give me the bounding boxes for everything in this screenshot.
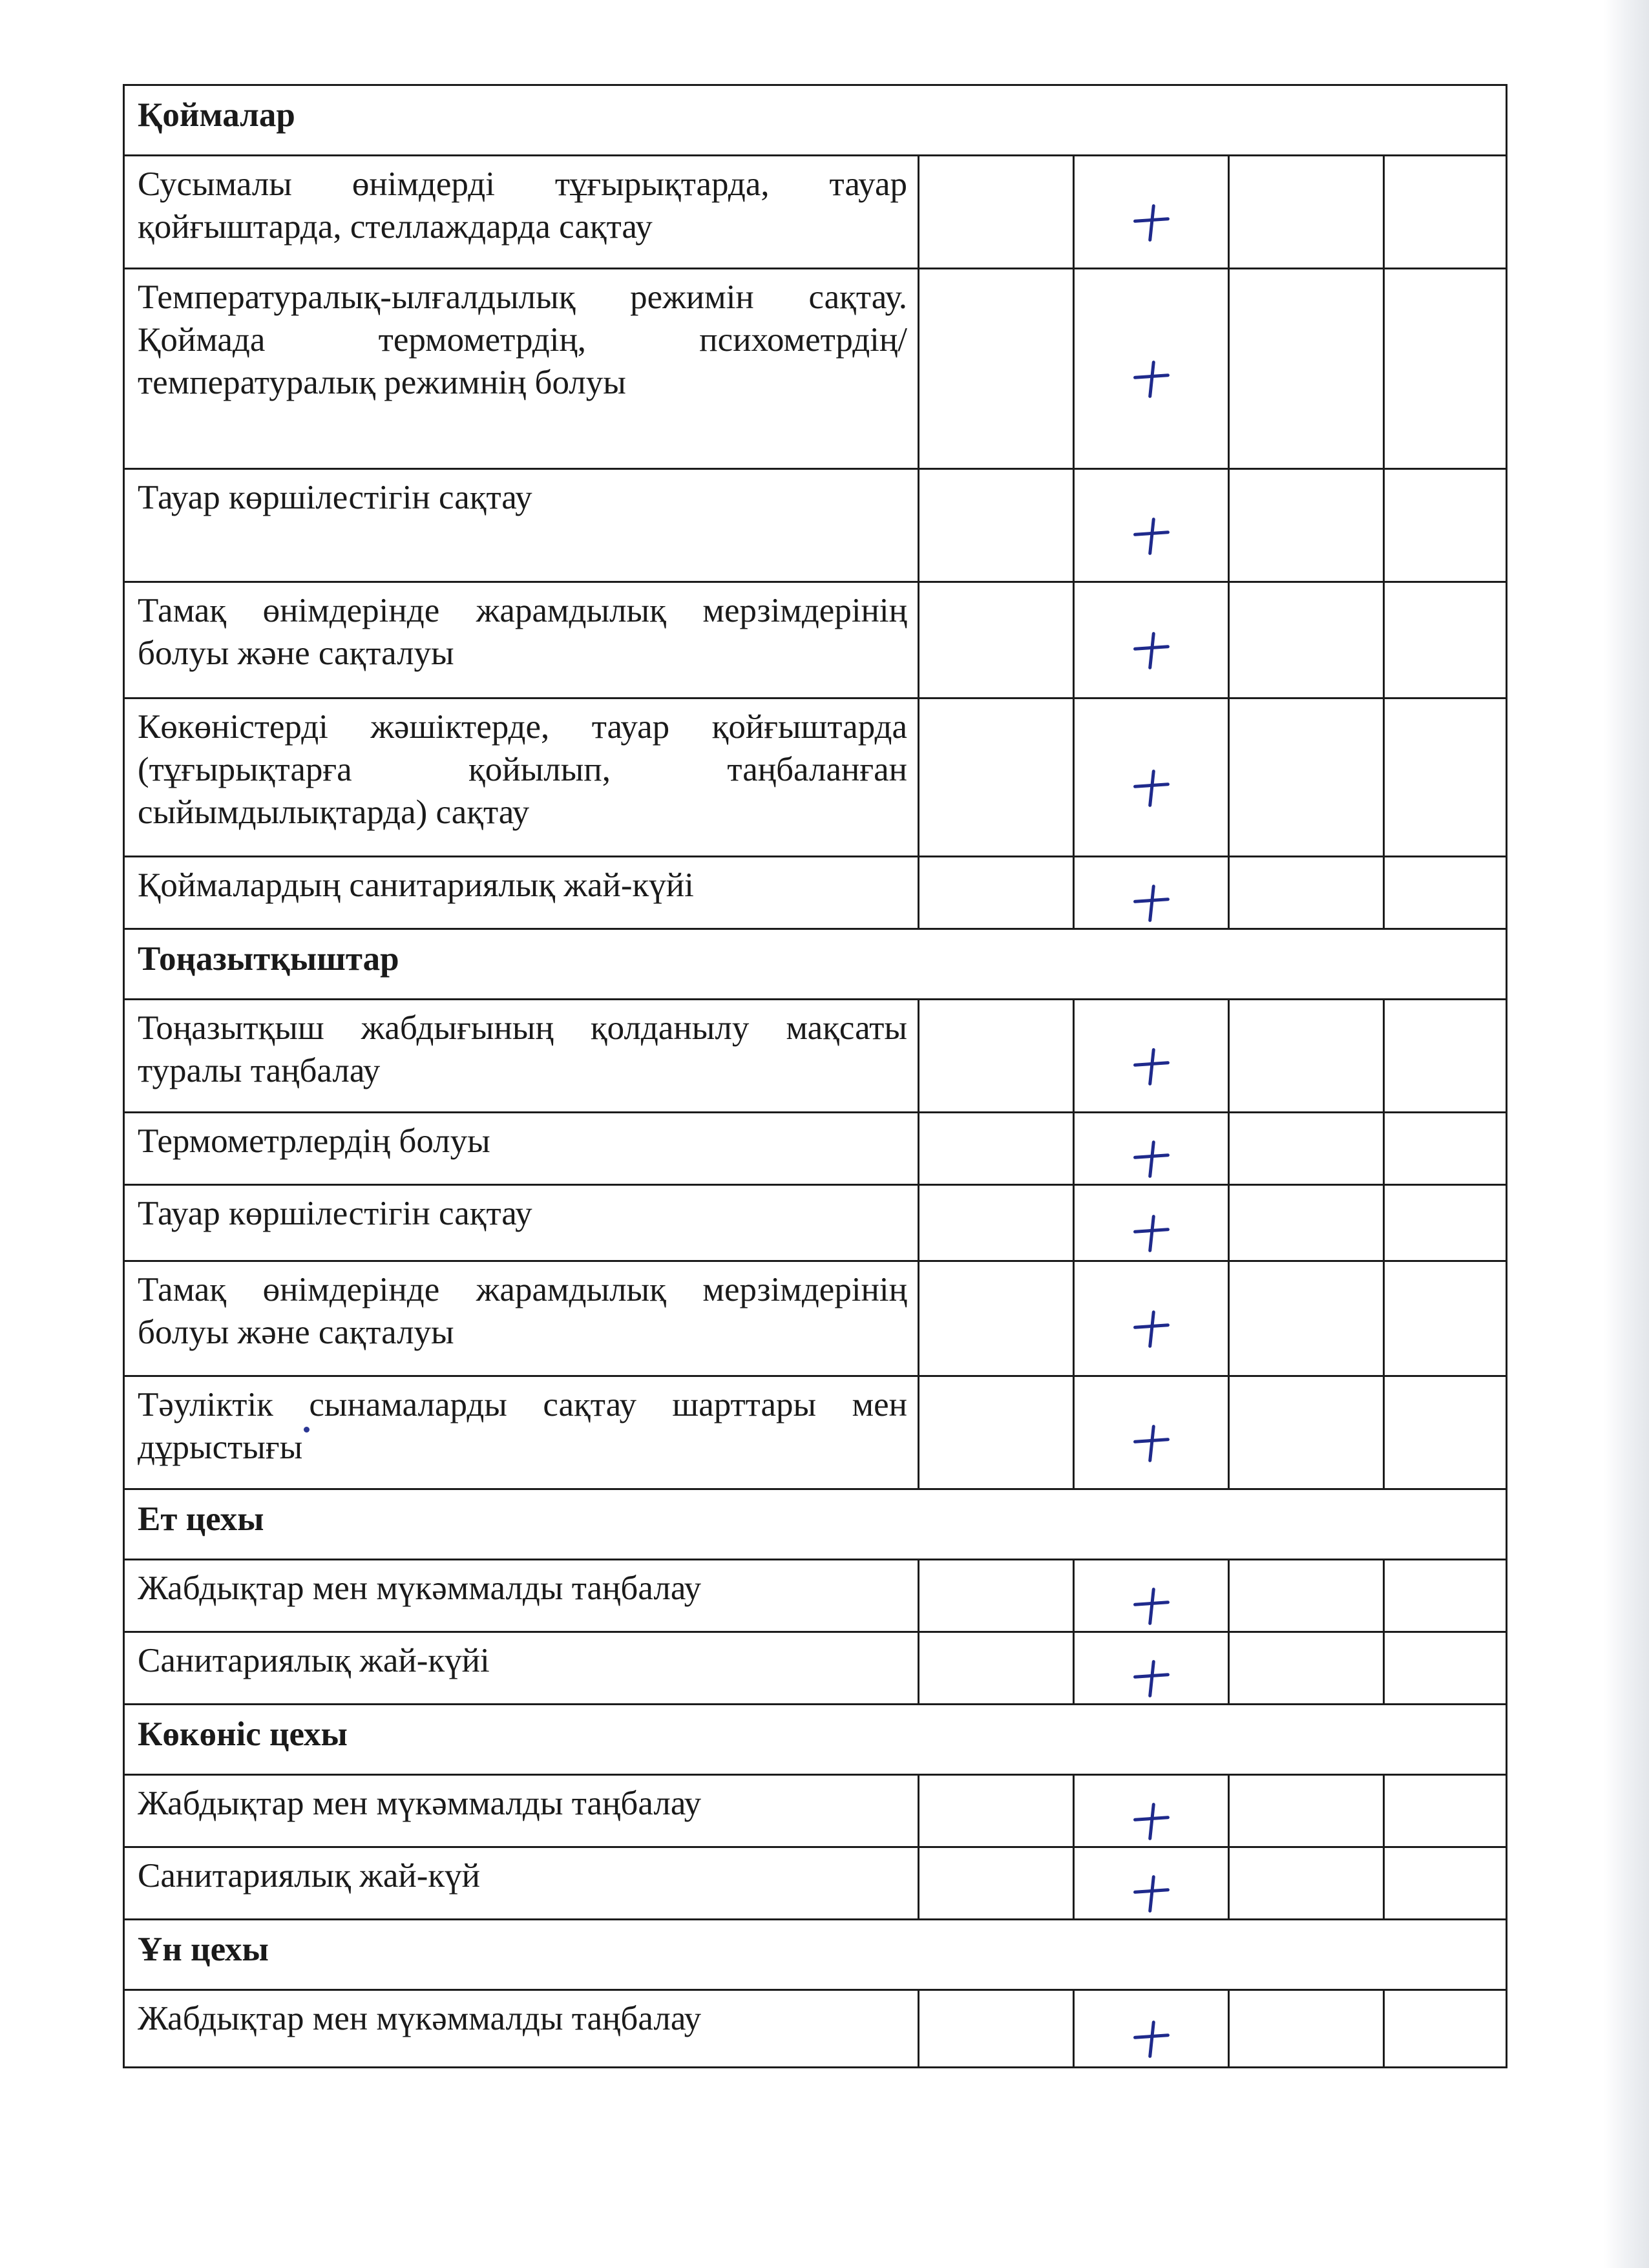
col-3-cell — [1229, 1990, 1384, 2068]
col-1-cell — [919, 1990, 1074, 2068]
col-4-cell — [1384, 1990, 1507, 2068]
section-title: Қоймалар — [124, 85, 1507, 156]
section-header-row — [124, 1705, 1507, 1775]
col-3-cell — [1229, 1000, 1384, 1113]
section-title: Көкөніс цехы — [124, 1705, 1507, 1775]
handwritten-plus-icon — [1131, 359, 1172, 401]
checklist-sheet — [123, 84, 1506, 2068]
col-2-cell — [1074, 1847, 1229, 1920]
col-1-cell — [919, 1261, 1074, 1376]
col-3-cell — [1229, 1847, 1384, 1920]
table-row — [124, 1990, 1507, 2068]
handwritten-plus-icon — [1131, 1586, 1172, 1628]
col-3-cell — [1229, 269, 1384, 469]
col-4-cell — [1384, 269, 1507, 469]
col-2-cell — [1074, 269, 1229, 469]
col-1-cell — [919, 1376, 1074, 1489]
col-3-cell — [1229, 698, 1384, 857]
col-2-cell — [1074, 1990, 1229, 2068]
col-4-cell — [1384, 582, 1507, 698]
ink-dot — [304, 1427, 310, 1433]
handwritten-plus-icon — [1131, 631, 1172, 672]
col-1-cell — [919, 698, 1074, 857]
col-4-cell — [1384, 1775, 1507, 1847]
col-1-cell — [919, 269, 1074, 469]
table-row — [124, 698, 1507, 857]
col-4-cell — [1384, 1185, 1507, 1261]
row-criterion: Тамақ өнімдерінде жарамдылық мерзімдерінің болуы және сақталуы — [124, 1261, 919, 1376]
row-criterion: Санитариялық жай-күй — [124, 1847, 919, 1920]
col-3-cell — [1229, 1775, 1384, 1847]
col-4-cell — [1384, 1261, 1507, 1376]
col-2-cell — [1074, 1000, 1229, 1113]
col-2-cell — [1074, 857, 1229, 929]
row-criterion: Жабдықтар мен мүкәммалды таңбалау — [124, 1775, 919, 1847]
row-criterion: Жабдықтар мен мүкәммалды таңбалау — [124, 1560, 919, 1632]
handwritten-plus-icon — [1131, 1659, 1172, 1700]
table-row — [124, 156, 1507, 269]
table-row — [124, 857, 1507, 929]
row-criterion: Санитариялық жай-күйі — [124, 1632, 919, 1705]
col-1-cell — [919, 582, 1074, 698]
col-2-cell — [1074, 1632, 1229, 1705]
section-header-row — [124, 1920, 1507, 1990]
col-1-cell — [919, 1847, 1074, 1920]
row-criterion: Тамақ өнімдерінде жарамдылық мерзімдерінің болуы және сақталуы — [124, 582, 919, 698]
row-criterion: Тауар көршілестігін сақтау — [124, 469, 919, 582]
col-4-cell — [1384, 156, 1507, 269]
section-header-row — [124, 1489, 1507, 1560]
col-2-cell — [1074, 1113, 1229, 1185]
col-1-cell — [919, 156, 1074, 269]
handwritten-plus-icon — [1131, 883, 1172, 925]
row-criterion: Жабдықтар мен мүкәммалды таңбалау — [124, 1990, 919, 2068]
col-3-cell — [1229, 469, 1384, 582]
table-row — [124, 1261, 1507, 1376]
table-row — [124, 1185, 1507, 1261]
table-row — [124, 1775, 1507, 1847]
section-title: Тоңазытқыштар — [124, 929, 1507, 1000]
col-1-cell — [919, 1000, 1074, 1113]
col-2-cell — [1074, 698, 1229, 857]
col-2-cell — [1074, 1376, 1229, 1489]
handwritten-plus-icon — [1131, 1213, 1172, 1255]
table-row — [124, 1000, 1507, 1113]
col-4-cell — [1384, 1113, 1507, 1185]
col-3-cell — [1229, 1376, 1384, 1489]
col-3-cell — [1229, 582, 1384, 698]
col-3-cell — [1229, 857, 1384, 929]
col-2-cell — [1074, 156, 1229, 269]
col-3-cell — [1229, 1113, 1384, 1185]
row-criterion: Сусымалы өнімдерді тұғырықтарда, тауар қойғыштарда, стеллаждарда сақтау — [124, 156, 919, 269]
handwritten-plus-icon — [1131, 1874, 1172, 1915]
col-1-cell — [919, 1775, 1074, 1847]
handwritten-plus-icon — [1131, 203, 1172, 244]
col-1-cell — [919, 1113, 1074, 1185]
row-criterion: Тәуліктік сынамаларды сақтау шарттары мен дұрыстығы — [124, 1376, 919, 1489]
col-4-cell — [1384, 1847, 1507, 1920]
section-title: Ұн цехы — [124, 1920, 1507, 1990]
table-row — [124, 1113, 1507, 1185]
scanned-page-edge — [1604, 0, 1649, 2268]
col-1-cell — [919, 1185, 1074, 1261]
table-row — [124, 1632, 1507, 1705]
col-4-cell — [1384, 1632, 1507, 1705]
row-criterion: Тауар көршілестігін сақтау — [124, 1185, 919, 1261]
row-criterion: Қоймалардың санитариялық жай-күйі — [124, 857, 919, 929]
handwritten-plus-icon — [1131, 1309, 1172, 1350]
row-criterion: Температуралық-ылғалдылық режимін сақтау. Қоймада термометрдің, психометрдің/температуралық режимнің болуы — [124, 269, 919, 469]
handwritten-plus-icon — [1131, 2019, 1172, 2061]
handwritten-plus-icon — [1131, 1139, 1172, 1181]
handwritten-plus-icon — [1131, 768, 1172, 810]
col-3-cell — [1229, 156, 1384, 269]
col-3-cell — [1229, 1560, 1384, 1632]
col-1-cell — [919, 469, 1074, 582]
table-row — [124, 1847, 1507, 1920]
table-row — [124, 1560, 1507, 1632]
col-2-cell — [1074, 1775, 1229, 1847]
table-row — [124, 469, 1507, 582]
col-4-cell — [1384, 1000, 1507, 1113]
col-2-cell — [1074, 1560, 1229, 1632]
inspection-checklist-table — [123, 84, 1507, 2068]
col-4-cell — [1384, 698, 1507, 857]
col-4-cell — [1384, 857, 1507, 929]
col-3-cell — [1229, 1185, 1384, 1261]
table-row — [124, 582, 1507, 698]
table-row — [124, 269, 1507, 469]
col-4-cell — [1384, 1376, 1507, 1489]
col-3-cell — [1229, 1632, 1384, 1705]
col-2-cell — [1074, 1185, 1229, 1261]
col-2-cell — [1074, 469, 1229, 582]
row-criterion: Көкөністерді жәшіктерде, тауар қойғыштарда (тұғырықтарға қойылып, таңбаланған сыйымдылықтарда) сақтау — [124, 698, 919, 857]
row-criterion: Тоңазытқыш жабдығының қолданылу мақсаты туралы таңбалау — [124, 1000, 919, 1113]
col-1-cell — [919, 1560, 1074, 1632]
col-4-cell — [1384, 469, 1507, 582]
handwritten-plus-icon — [1131, 1047, 1172, 1088]
col-2-cell — [1074, 1261, 1229, 1376]
row-criterion: Термометрлердің болуы — [124, 1113, 919, 1185]
col-4-cell — [1384, 1560, 1507, 1632]
col-2-cell — [1074, 582, 1229, 698]
col-3-cell — [1229, 1261, 1384, 1376]
table-row — [124, 1376, 1507, 1489]
section-header-row — [124, 929, 1507, 1000]
section-title: Ет цехы — [124, 1489, 1507, 1560]
handwritten-plus-icon — [1131, 1801, 1172, 1843]
section-header-row — [124, 85, 1507, 156]
handwritten-plus-icon — [1131, 1423, 1172, 1465]
col-1-cell — [919, 857, 1074, 929]
col-1-cell — [919, 1632, 1074, 1705]
handwritten-plus-icon — [1131, 516, 1172, 558]
